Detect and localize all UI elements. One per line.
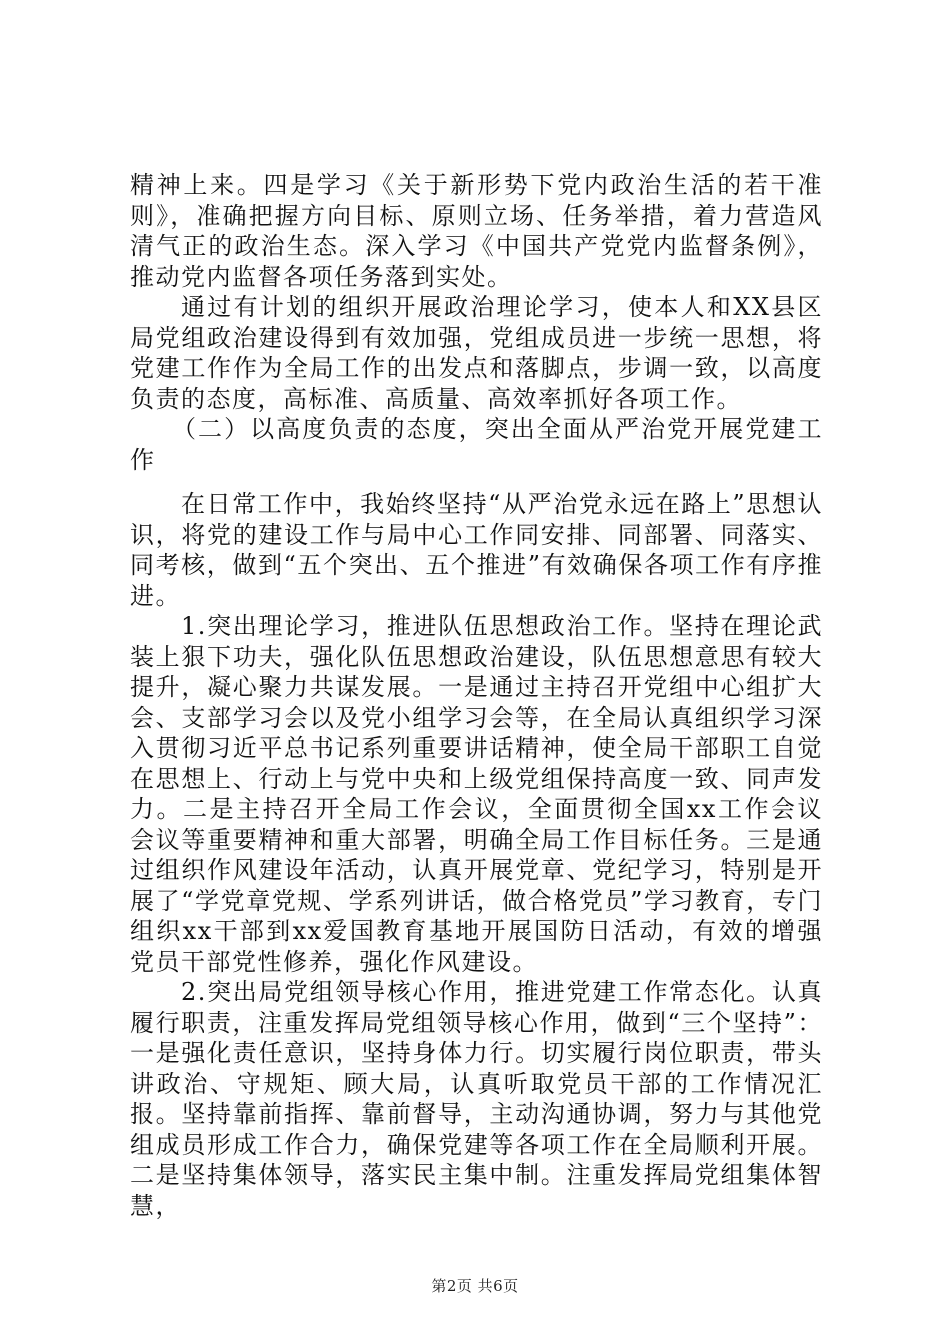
paragraph-item-1: 1.突出理论学习，推进队伍思想政治工作。坚持在理论武装上狠下功夫，强化队伍思想政治建设，队伍思想意思有较大提升，凝心聚力共谋发展。一是通过主持召开党组中心组扩大会、支部学习会以及党小组学习会等，在全局认真组织学习深入贯彻习近平总书记系列重要讲话精神，使全局干部职工自觉在思想上、行动上与党中央和上级党组保持高度一致、同声发力。二是主持召开全局工作会议，全面贯彻全国xx工作会议会议等重要精神和重大部署，明确全局工作目标任务。三是通过组织作风建设年活动，认真开展党章、党纪学习，特别是开展了“学党章党规、学系列讲话，做合格党员”学习教育，专门组织xx干部到xx爱国教育基地开展国防日活动，有效的增强党员干部党性修养，强化作风建设。	[130, 612, 823, 976]
paragraph-daily-work: 在日常工作中，我始终坚持“从严治党永远在路上”思想认识，将党的建设工作与局中心工作同安排、同部署、同落实、同考核，做到“五个突出、五个推进”有效确保各项工作有序推进。	[130, 490, 823, 610]
paragraph-study-results: 通过有计划的组织开展政治理论学习，使本人和XX县区局党组政治建设得到有效加强，党组成员进一步统一思想，将党建工作作为全局工作的出发点和落脚点，步调一致，以高度负责的态度，高标准、高质量、高效率抓好各项工作。	[130, 293, 823, 413]
section-heading: （二）以高度负责的态度，突出全面从严治党开展党建工作	[130, 415, 823, 474]
paragraph-item-2: 2.突出局党组领导核心作用，推进党建工作常态化。认真履行职责，注重发挥局党组领导核心作用，做到“三个坚持”：一是强化责任意识，坚持身体力行。切实履行岗位职责，带头讲政治、守规矩、顾大局，认真听取党员干部的工作情况汇报。坚持靠前指挥、靠前督导，主动沟通协调，努力与其他党组成员形成工作合力，确保党建等各项工作在全局顺利开展。二是坚持集体领导，落实民主集中制。注重发挥局党组集体智慧，	[130, 978, 823, 1220]
page-footer: 第2页 共6页	[431, 1277, 519, 1295]
document-body	[130, 170, 823, 1221]
paragraph-continuation: 精神上来。四是学习《关于新形势下党内政治生活的若干准则》，准确把握方向目标、原则立场、任务举措，着力营造风清气正的政治生态。深入学习《中国共产党党内监督条例》，推动党内监督各项任务落到实处。	[130, 171, 823, 291]
